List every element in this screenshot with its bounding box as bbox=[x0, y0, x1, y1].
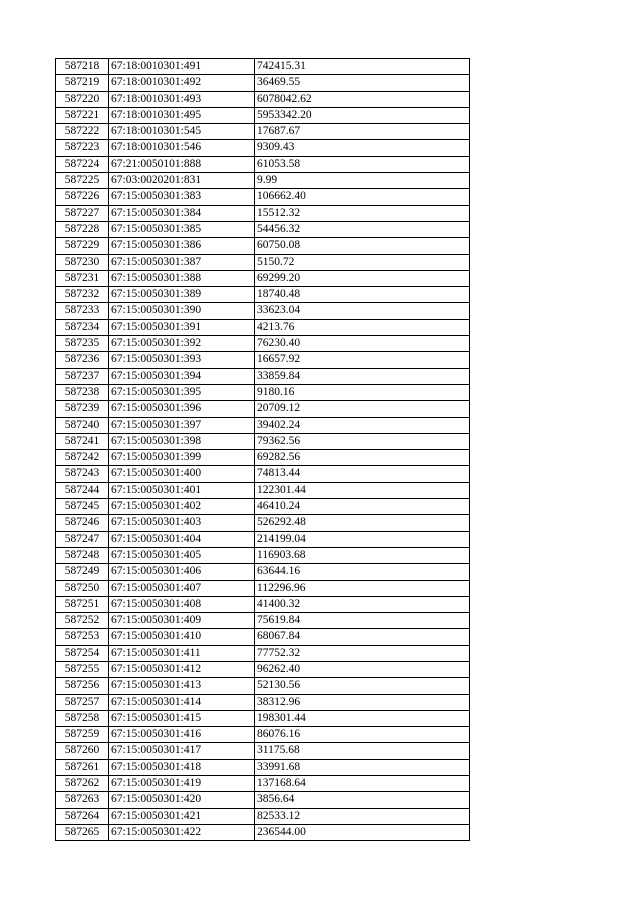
value-cell: 86076.16 bbox=[255, 727, 470, 743]
row-number-cell: 587236 bbox=[56, 352, 109, 368]
cadastral-number-cell: 67:15:0050301:395 bbox=[109, 384, 255, 400]
table-row bbox=[56, 368, 470, 384]
table-row bbox=[56, 531, 470, 547]
value-cell: 46410.24 bbox=[255, 499, 470, 515]
row-number-cell: 587264 bbox=[56, 808, 109, 824]
value-cell: 116903.68 bbox=[255, 547, 470, 563]
cadastral-number-cell: 67:15:0050301:394 bbox=[109, 368, 255, 384]
row-number-cell: 587256 bbox=[56, 678, 109, 694]
row-number-cell: 587238 bbox=[56, 384, 109, 400]
table-row bbox=[56, 629, 470, 645]
cadastral-number-cell: 67:21:0050101:888 bbox=[109, 156, 255, 172]
row-number-cell: 587218 bbox=[56, 59, 109, 75]
value-cell: 33859.84 bbox=[255, 368, 470, 384]
value-cell: 76230.40 bbox=[255, 336, 470, 352]
value-cell: 122301.44 bbox=[255, 482, 470, 498]
cadastral-number-cell: 67:15:0050301:387 bbox=[109, 254, 255, 270]
value-cell: 214199.04 bbox=[255, 531, 470, 547]
row-number-cell: 587226 bbox=[56, 189, 109, 205]
row-number-cell: 587227 bbox=[56, 205, 109, 221]
cadastral-number-cell: 67:15:0050301:383 bbox=[109, 189, 255, 205]
value-cell: 38312.96 bbox=[255, 694, 470, 710]
cadastral-number-cell: 67:15:0050301:393 bbox=[109, 352, 255, 368]
value-cell: 236544.00 bbox=[255, 824, 470, 840]
row-number-cell: 587251 bbox=[56, 596, 109, 612]
value-cell: 106662.40 bbox=[255, 189, 470, 205]
row-number-cell: 587233 bbox=[56, 303, 109, 319]
cadastral-number-cell: 67:15:0050301:405 bbox=[109, 547, 255, 563]
value-cell: 79362.56 bbox=[255, 433, 470, 449]
cadastral-number-cell: 67:15:0050301:400 bbox=[109, 466, 255, 482]
row-number-cell: 587241 bbox=[56, 433, 109, 449]
table-row bbox=[56, 482, 470, 498]
value-cell: 5150.72 bbox=[255, 254, 470, 270]
table-row bbox=[56, 336, 470, 352]
table-row bbox=[56, 824, 470, 840]
table-row bbox=[56, 270, 470, 286]
cadastral-number-cell: 67:15:0050301:396 bbox=[109, 401, 255, 417]
value-cell: 198301.44 bbox=[255, 710, 470, 726]
row-number-cell: 587247 bbox=[56, 531, 109, 547]
table-row bbox=[56, 221, 470, 237]
row-number-cell: 587242 bbox=[56, 450, 109, 466]
value-cell: 41400.32 bbox=[255, 596, 470, 612]
row-number-cell: 587229 bbox=[56, 238, 109, 254]
table-row bbox=[56, 580, 470, 596]
value-cell: 5953342.20 bbox=[255, 107, 470, 123]
row-number-cell: 587249 bbox=[56, 564, 109, 580]
value-cell: 39402.24 bbox=[255, 417, 470, 433]
table-row bbox=[56, 596, 470, 612]
value-cell: 36469.55 bbox=[255, 75, 470, 91]
table-row bbox=[56, 661, 470, 677]
table-row bbox=[56, 710, 470, 726]
value-cell: 9309.43 bbox=[255, 140, 470, 156]
row-number-cell: 587230 bbox=[56, 254, 109, 270]
table-row bbox=[56, 254, 470, 270]
cadastral-number-cell: 67:15:0050301:388 bbox=[109, 270, 255, 286]
cadastral-number-cell: 67:15:0050301:422 bbox=[109, 824, 255, 840]
row-number-cell: 587260 bbox=[56, 743, 109, 759]
cadastral-number-cell: 67:15:0050301:417 bbox=[109, 743, 255, 759]
value-cell: 18740.48 bbox=[255, 287, 470, 303]
row-number-cell: 587246 bbox=[56, 515, 109, 531]
row-number-cell: 587222 bbox=[56, 124, 109, 140]
row-number-cell: 587248 bbox=[56, 547, 109, 563]
table-row bbox=[56, 776, 470, 792]
row-number-cell: 587243 bbox=[56, 466, 109, 482]
row-number-cell: 587252 bbox=[56, 613, 109, 629]
value-cell: 74813.44 bbox=[255, 466, 470, 482]
row-number-cell: 587220 bbox=[56, 91, 109, 107]
cadastral-number-cell: 67:15:0050301:391 bbox=[109, 319, 255, 335]
value-cell: 69299.20 bbox=[255, 270, 470, 286]
value-cell: 526292.48 bbox=[255, 515, 470, 531]
value-cell: 9180.16 bbox=[255, 384, 470, 400]
table-row bbox=[56, 238, 470, 254]
cadastral-number-cell: 67:18:0010301:545 bbox=[109, 124, 255, 140]
row-number-cell: 587235 bbox=[56, 336, 109, 352]
value-cell: 31175.68 bbox=[255, 743, 470, 759]
cadastral-number-cell: 67:15:0050301:384 bbox=[109, 205, 255, 221]
table-row bbox=[56, 743, 470, 759]
cadastral-number-cell: 67:15:0050301:418 bbox=[109, 759, 255, 775]
table-row bbox=[56, 189, 470, 205]
table-row bbox=[56, 759, 470, 775]
row-number-cell: 587244 bbox=[56, 482, 109, 498]
row-number-cell: 587221 bbox=[56, 107, 109, 123]
value-cell: 75619.84 bbox=[255, 613, 470, 629]
cadastral-number-cell: 67:18:0010301:491 bbox=[109, 59, 255, 75]
value-cell: 96262.40 bbox=[255, 661, 470, 677]
table-row bbox=[56, 727, 470, 743]
value-cell: 3856.64 bbox=[255, 792, 470, 808]
table-row bbox=[56, 205, 470, 221]
table-row bbox=[56, 499, 470, 515]
cadastral-number-cell: 67:15:0050301:403 bbox=[109, 515, 255, 531]
table-row bbox=[56, 107, 470, 123]
table-row bbox=[56, 547, 470, 563]
cadastral-number-cell: 67:15:0050301:408 bbox=[109, 596, 255, 612]
row-number-cell: 587237 bbox=[56, 368, 109, 384]
row-number-cell: 587257 bbox=[56, 694, 109, 710]
table-row bbox=[56, 59, 470, 75]
cadastral-number-cell: 67:15:0050301:386 bbox=[109, 238, 255, 254]
table-row bbox=[56, 450, 470, 466]
cadastral-number-cell: 67:15:0050301:409 bbox=[109, 613, 255, 629]
cadastral-number-cell: 67:15:0050301:421 bbox=[109, 808, 255, 824]
cadastral-number-cell: 67:15:0050301:406 bbox=[109, 564, 255, 580]
table-row bbox=[56, 792, 470, 808]
row-number-cell: 587234 bbox=[56, 319, 109, 335]
value-cell: 16657.92 bbox=[255, 352, 470, 368]
row-number-cell: 587253 bbox=[56, 629, 109, 645]
cadastral-number-cell: 67:15:0050301:399 bbox=[109, 450, 255, 466]
table-row bbox=[56, 808, 470, 824]
row-number-cell: 587224 bbox=[56, 156, 109, 172]
table-row bbox=[56, 515, 470, 531]
table-row bbox=[56, 694, 470, 710]
cadastral-number-cell: 67:15:0050301:390 bbox=[109, 303, 255, 319]
row-number-cell: 587239 bbox=[56, 401, 109, 417]
value-cell: 61053.58 bbox=[255, 156, 470, 172]
row-number-cell: 587261 bbox=[56, 759, 109, 775]
table-row bbox=[56, 75, 470, 91]
cadastral-number-cell: 67:15:0050301:401 bbox=[109, 482, 255, 498]
row-number-cell: 587250 bbox=[56, 580, 109, 596]
table-row bbox=[56, 124, 470, 140]
table-body bbox=[56, 59, 470, 841]
value-cell: 77752.32 bbox=[255, 645, 470, 661]
table-row bbox=[56, 384, 470, 400]
row-number-cell: 587263 bbox=[56, 792, 109, 808]
value-cell: 52130.56 bbox=[255, 678, 470, 694]
table-row bbox=[56, 91, 470, 107]
table-row bbox=[56, 613, 470, 629]
cadastral-number-cell: 67:15:0050301:419 bbox=[109, 776, 255, 792]
table-row bbox=[56, 433, 470, 449]
row-number-cell: 587228 bbox=[56, 221, 109, 237]
cadastral-number-cell: 67:15:0050301:416 bbox=[109, 727, 255, 743]
row-number-cell: 587240 bbox=[56, 417, 109, 433]
cadastral-number-cell: 67:18:0010301:493 bbox=[109, 91, 255, 107]
row-number-cell: 587255 bbox=[56, 661, 109, 677]
table-row bbox=[56, 401, 470, 417]
cadastral-number-cell: 67:15:0050301:398 bbox=[109, 433, 255, 449]
value-cell: 15512.32 bbox=[255, 205, 470, 221]
value-cell: 60750.08 bbox=[255, 238, 470, 254]
row-number-cell: 587265 bbox=[56, 824, 109, 840]
value-cell: 112296.96 bbox=[255, 580, 470, 596]
table-row bbox=[56, 173, 470, 189]
data-table bbox=[55, 58, 470, 841]
cadastral-number-cell: 67:15:0050301:397 bbox=[109, 417, 255, 433]
cadastral-number-cell: 67:15:0050301:392 bbox=[109, 336, 255, 352]
value-cell: 137168.64 bbox=[255, 776, 470, 792]
cadastral-number-cell: 67:15:0050301:412 bbox=[109, 661, 255, 677]
cadastral-number-cell: 67:03:0020201:831 bbox=[109, 173, 255, 189]
cadastral-number-cell: 67:15:0050301:404 bbox=[109, 531, 255, 547]
cadastral-number-cell: 67:15:0050301:410 bbox=[109, 629, 255, 645]
value-cell: 9.99 bbox=[255, 173, 470, 189]
row-number-cell: 587245 bbox=[56, 499, 109, 515]
table-row bbox=[56, 417, 470, 433]
row-number-cell: 587219 bbox=[56, 75, 109, 91]
row-number-cell: 587232 bbox=[56, 287, 109, 303]
cadastral-number-cell: 67:15:0050301:385 bbox=[109, 221, 255, 237]
cadastral-number-cell: 67:15:0050301:402 bbox=[109, 499, 255, 515]
cadastral-number-cell: 67:15:0050301:411 bbox=[109, 645, 255, 661]
row-number-cell: 587258 bbox=[56, 710, 109, 726]
cadastral-number-cell: 67:15:0050301:407 bbox=[109, 580, 255, 596]
cadastral-number-cell: 67:15:0050301:389 bbox=[109, 287, 255, 303]
value-cell: 20709.12 bbox=[255, 401, 470, 417]
cadastral-number-cell: 67:15:0050301:420 bbox=[109, 792, 255, 808]
value-cell: 33991.68 bbox=[255, 759, 470, 775]
table-row bbox=[56, 645, 470, 661]
cadastral-number-cell: 67:18:0010301:546 bbox=[109, 140, 255, 156]
value-cell: 63644.16 bbox=[255, 564, 470, 580]
cadastral-number-cell: 67:18:0010301:495 bbox=[109, 107, 255, 123]
cadastral-number-cell: 67:15:0050301:415 bbox=[109, 710, 255, 726]
value-cell: 82533.12 bbox=[255, 808, 470, 824]
value-cell: 6078042.62 bbox=[255, 91, 470, 107]
row-number-cell: 587262 bbox=[56, 776, 109, 792]
cadastral-number-cell: 67:15:0050301:413 bbox=[109, 678, 255, 694]
value-cell: 4213.76 bbox=[255, 319, 470, 335]
cadastral-number-cell: 67:18:0010301:492 bbox=[109, 75, 255, 91]
table-row bbox=[56, 319, 470, 335]
row-number-cell: 587259 bbox=[56, 727, 109, 743]
table-row bbox=[56, 352, 470, 368]
table-row bbox=[56, 303, 470, 319]
cadastral-number-cell: 67:15:0050301:414 bbox=[109, 694, 255, 710]
table-row bbox=[56, 287, 470, 303]
table-row bbox=[56, 564, 470, 580]
value-cell: 17687.67 bbox=[255, 124, 470, 140]
row-number-cell: 587231 bbox=[56, 270, 109, 286]
row-number-cell: 587254 bbox=[56, 645, 109, 661]
table-row bbox=[56, 156, 470, 172]
row-number-cell: 587225 bbox=[56, 173, 109, 189]
table-row bbox=[56, 678, 470, 694]
value-cell: 54456.32 bbox=[255, 221, 470, 237]
table-row bbox=[56, 140, 470, 156]
row-number-cell: 587223 bbox=[56, 140, 109, 156]
table-row bbox=[56, 466, 470, 482]
value-cell: 68067.84 bbox=[255, 629, 470, 645]
value-cell: 742415.31 bbox=[255, 59, 470, 75]
value-cell: 69282.56 bbox=[255, 450, 470, 466]
value-cell: 33623.04 bbox=[255, 303, 470, 319]
